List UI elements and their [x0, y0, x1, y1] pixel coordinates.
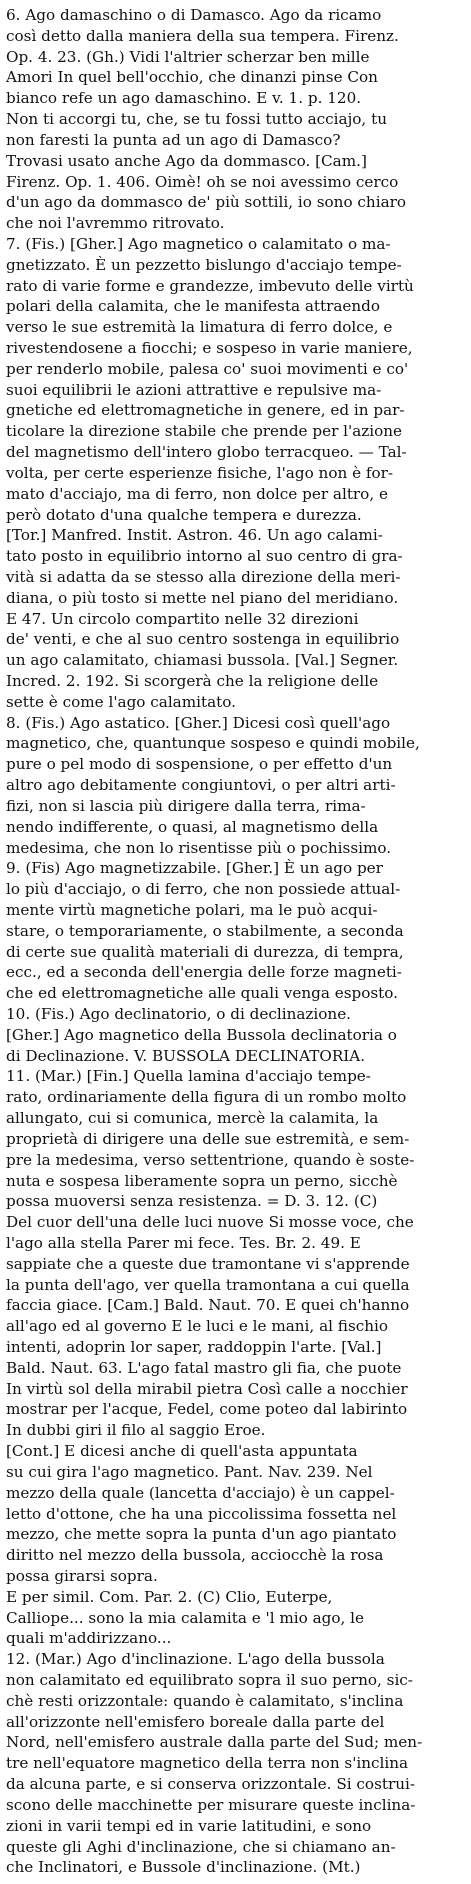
text-line: medesima, che non lo risentisse più o pochissimo. — [6, 838, 392, 857]
text-line: 8. (Fis.) Ago astatico. [Gher.] Dicesi così quell'ago — [6, 713, 391, 732]
text-line: de' venti, e che al suo centro sostenga in equilibrio — [6, 630, 400, 649]
text-line: allungato, cui si comunica, mercè la calamita, la — [6, 1109, 379, 1128]
entry-12 — [6, 1649, 466, 1878]
entry-6 — [6, 5, 466, 234]
text-line: In dubbi giri il filo al saggio Eroe. — [6, 1421, 266, 1440]
text-line: [Tor.] Manfred. Instit. Astron. 46. Un ago calami- — [6, 526, 383, 545]
text-line: non faresti la punta ad un ago di Damasco? — [6, 130, 341, 149]
text-line: E per simil. Com. Par. 2. (C) Clio, Euterpe, — [6, 1587, 333, 1606]
text-line: sette è come l'ago calamitato. — [6, 692, 236, 711]
text-line: di Declinazione. V. BUSSOLA DECLINATORIA. — [6, 1046, 366, 1065]
text-line: possa girarsi sopra. — [6, 1566, 158, 1585]
text-line: del magnetismo dell'intero globo terracqueo. — Tal- — [6, 443, 407, 462]
text-line: proprietà di dirigere una delle sue estremità, e sem- — [6, 1129, 410, 1148]
text-line: quali m'addirizzano... — [6, 1629, 172, 1648]
text-line: Incred. 2. 192. Si scorgerà che la religione delle — [6, 672, 379, 690]
text-line: altro ago debitamente congiuntovi, o per altri arti- — [6, 776, 396, 795]
text-line: Amori In quel bell'occhio, che dinanzi pinse Con — [6, 68, 378, 87]
entry-10 — [6, 1004, 466, 1066]
text-line: possa muoversi senza resistenza. = D. 3. 12. (C) — [6, 1192, 378, 1211]
text-line: magnetico, che, quantunque sospeso e quindi mobile, — [6, 734, 420, 753]
text-line: però dotato d'una qualche tempera e durezza. — [6, 505, 362, 524]
text-line: 12. (Mar.) Ago d'inclinazione. L'ago della bussola — [6, 1650, 385, 1669]
text-line: su cui gira l'ago magnetico. Pant. Nav. 239. Nel — [6, 1462, 373, 1481]
text-line: pre la medesima, verso settentrione, quando è soste- — [6, 1150, 415, 1169]
text-line: intenti, adoprin lor saper, raddoppin l'arte. [Val.] — [6, 1338, 382, 1356]
text-line: gnetiche ed elettromagnetiche in genere, ed in par- — [6, 401, 405, 420]
text-line: vità si adatta da se stesso alla direzione della meri- — [6, 567, 401, 586]
entry-7 — [6, 234, 466, 713]
text-line: mato d'acciajo, ma di ferro, non dolce per altro, e — [6, 484, 388, 503]
text-line: di certe sue qualità materiali di durezza, di tempra, — [6, 942, 404, 961]
text-line: 11. (Mar.) [Fin.] Quella lamina d'acciajo tempe- — [6, 1067, 371, 1086]
text-line: 7. (Fis.) [Gher.] Ago magnetico o calamitato o ma- — [6, 234, 391, 253]
text-line: ticolare la direzione stabile che prende per l'azione — [6, 422, 403, 441]
text-line: che Inclinatori, e Bussole d'inclinazione. (Mt.) — [6, 1858, 361, 1877]
text-line: diana, o più tosto si mette nel piano del meridiano. — [6, 588, 399, 607]
text-line: Op. 4. 23. (Gh.) Vidi l'altrier scherzar ben mille — [6, 47, 370, 66]
text-line: faccia giace. [Cam.] Bald. Naut. 70. E quei ch'hanno — [6, 1296, 410, 1315]
text-line: E 47. Un circolo compartito nelle 32 direzioni — [6, 609, 359, 628]
text-line: d'un ago da dommasco de' più sottili, io sono chiaro — [6, 193, 407, 212]
text-line: [Cont.] E dicesi anche di quell'asta appuntata — [6, 1442, 358, 1461]
text-line: l'ago alla stella Parer mi fece. Tes. Br. 2. 49. E — [6, 1233, 361, 1252]
text-line: tato posto in equilibrio intorno al suo centro di gra- — [6, 547, 403, 566]
text-line: mezzo, che mette sopra la punta d'un ago piantato — [6, 1525, 397, 1544]
text-line: stare, o temporariamente, o stabilmente, a seconda — [6, 921, 404, 940]
text-line: [Gher.] Ago magnetico della Bussola declinatoria o — [6, 1025, 397, 1044]
text-line: Calliope... sono la mia calamita e 'l mio ago, le — [6, 1608, 365, 1627]
text-line: mente virtù magnetiche polari, ma le può acqui- — [6, 900, 378, 919]
text-line: tre nell'equatore magnetico della terra non s'inclina — [6, 1754, 409, 1773]
text-line: volta, per certe esperienze fisiche, l'ago non è for- — [6, 463, 394, 482]
entry-9 — [6, 858, 466, 1004]
entry-8 — [6, 713, 466, 859]
text-line: nendo indifferente, o quasi, al magnetismo della — [6, 817, 379, 836]
entry-11 — [6, 1066, 466, 1649]
text-line: diritto nel mezzo della bussola, acciocchè la rosa — [6, 1546, 384, 1565]
text-line: chè resti orizzontale: quando è calamitato, s'inclina — [6, 1691, 404, 1710]
text-line: 9. (Fis) Ago magnetizzabile. [Gher.] È un ago per — [6, 859, 383, 878]
text-line: Trovasi usato anche Ago da dommasco. [Cam.] — [6, 151, 367, 170]
text-line: all'ago ed al governo E le luci e le mani, al fischio — [6, 1317, 389, 1336]
text-line: scono delle macchinette per misurare queste inclina- — [6, 1795, 416, 1814]
text-line: da alcuna parte, e si conserva orizzontale. Si costrui- — [6, 1775, 415, 1794]
text-line: rato di varie forme e grandezze, imbevuto delle virtù — [6, 276, 414, 295]
text-line: nuta e sospesa liberamente sopra un perno, sicchè — [6, 1171, 398, 1190]
text-line: 10. (Fis.) Ago declinatorio, o di declinazione. — [6, 1005, 352, 1023]
text-line: lo più d'acciajo, o di ferro, che non possiede attual- — [6, 880, 401, 899]
text-line: non calamitato ed equilibrato sopra il suo perno, sic- — [6, 1671, 413, 1689]
text-line: così detto dalla maniera della sua tempera. Firenz. — [6, 26, 399, 45]
text-line: Firenz. Op. 1. 406. Oimè! oh se noi avessimo cerco — [6, 172, 399, 191]
text-line: rato, ordinariamente della figura di un rombo molto — [6, 1088, 407, 1107]
text-line: Non ti accorgi tu, che, se tu fossi tutto acciajo, tu — [6, 110, 387, 129]
text-line: per renderlo mobile, palesa co' suoi movimenti e co' — [6, 359, 409, 378]
text-line: sappiate che a queste due tramontane vi s'apprende — [6, 1254, 410, 1273]
text-line: verso le sue estremità la limatura di ferro dolce, e — [6, 318, 393, 337]
text-line: pure o pel modo di sospensione, o per effetto d'un — [6, 755, 393, 774]
text-line: queste gli Aghi d'inclinazione, che si chiamano an- — [6, 1837, 396, 1856]
text-line: letto d'ottone, che ha una piccolissima fossetta nel — [6, 1504, 397, 1523]
text-line: la punta dell'ago, ver quella tramontana a cui quella — [6, 1275, 410, 1294]
text-line: che noi l'avremmo ritrovato. — [6, 214, 225, 233]
text-line: mostrar per l'acque, Fedel, come poteo dal labirinto — [6, 1400, 408, 1419]
text-line: che ed elettromagnetiche alle quali venga esposto. — [6, 984, 398, 1003]
text-line: fizi, non si lascia più dirigere dalla terra, rima- — [6, 796, 366, 815]
text-line: 6. Ago damaschino o di Damasco. Ago da ricamo — [6, 6, 382, 24]
text-line: all'orizzonte nell'emisfero boreale dalla parte del — [6, 1712, 385, 1731]
text-line: Bald. Naut. 63. L'ago fatal mastro gli fia, che puote — [6, 1358, 402, 1377]
text-line: Del cuor dell'una delle luci nuove Si mosse voce, che — [6, 1213, 414, 1232]
text-line: gnetizzato. È un pezzetto bislungo d'acciajo tempe- — [6, 255, 402, 274]
text-line: In virtù sol della mirabil pietra Così calle a nocchier — [6, 1379, 408, 1398]
text-line: polari della calamita, che le manifesta attraendo — [6, 297, 381, 316]
text-line: suoi equilibrii le azioni attrattive e repulsive ma- — [6, 380, 382, 399]
text-line: un ago calamitato, chiamasi bussola. [Val.] Segner. — [6, 651, 399, 670]
text-line: rivestendosene a fiocchi; e sospeso in varie maniere, — [6, 339, 413, 357]
text-line: ecc., ed a seconda dell'energia delle forze magneti- — [6, 963, 402, 982]
text-line: zioni in varii tempi ed in varie latitudini, e sono — [6, 1816, 372, 1835]
text-line: bianco refe un ago damaschino. E v. 1. p. 120. — [6, 89, 362, 108]
text-line: Nord, nell'emisfero australe dalla parte del Sud; men- — [6, 1733, 423, 1752]
text-line: mezzo della quale (lancetta d'acciajo) è un cappel- — [6, 1483, 395, 1502]
